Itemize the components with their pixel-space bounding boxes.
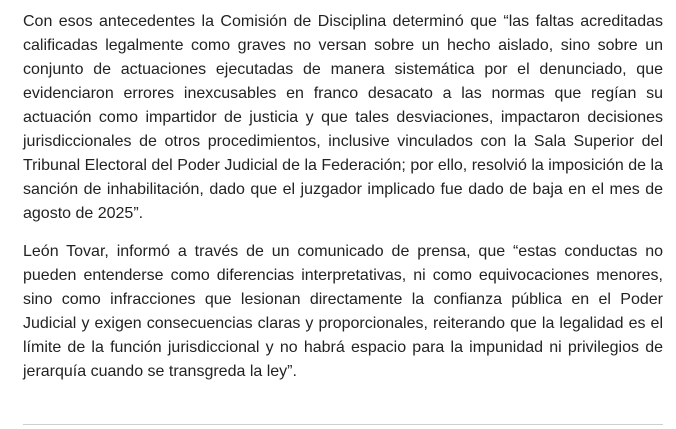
article-body bbox=[23, 10, 663, 384]
paragraph-disciplina: Con esos antecedentes la Comisión de Disciplina determinó que “las faltas acreditadas calificadas legalmente como graves no versan sobre un hecho aislado, sino sobre un conjunto de actuaciones ejecutadas de manera sistemática por el denunciado, que evidenciaron errores inexcusables en franco desacato a las normas que regían su actuación como impartidor de justicia y que tales desviaciones, impactaron decisiones jurisdiccionales de otros procedimientos, inclusive vinculados con la Sala Superior del Tribunal Electoral del Poder Judicial de la Federación; por ello, resolvió la imposición de la sanción de inhabilitación, dado que el juzgador implicado fue dado de baja en el mes de agosto de 2025”. bbox=[23, 13, 663, 222]
paragraph-leon-tovar: León Tovar, informó a través de un comunicado de prensa, que “estas conductas no pueden entenderse como diferencias interpretativas, ni como equivocaciones menores, sino como infracciones que lesionan directamente la confianza pública en el Poder Judicial y exigen consecuencias claras y proporcionales, reiterando que la legalidad es el límite de la función jurisdiccional y no habrá espacio para la impunidad ni privilegios de jerarquía cuando se transgreda la ley”. bbox=[23, 243, 663, 380]
section-divider bbox=[23, 424, 663, 425]
